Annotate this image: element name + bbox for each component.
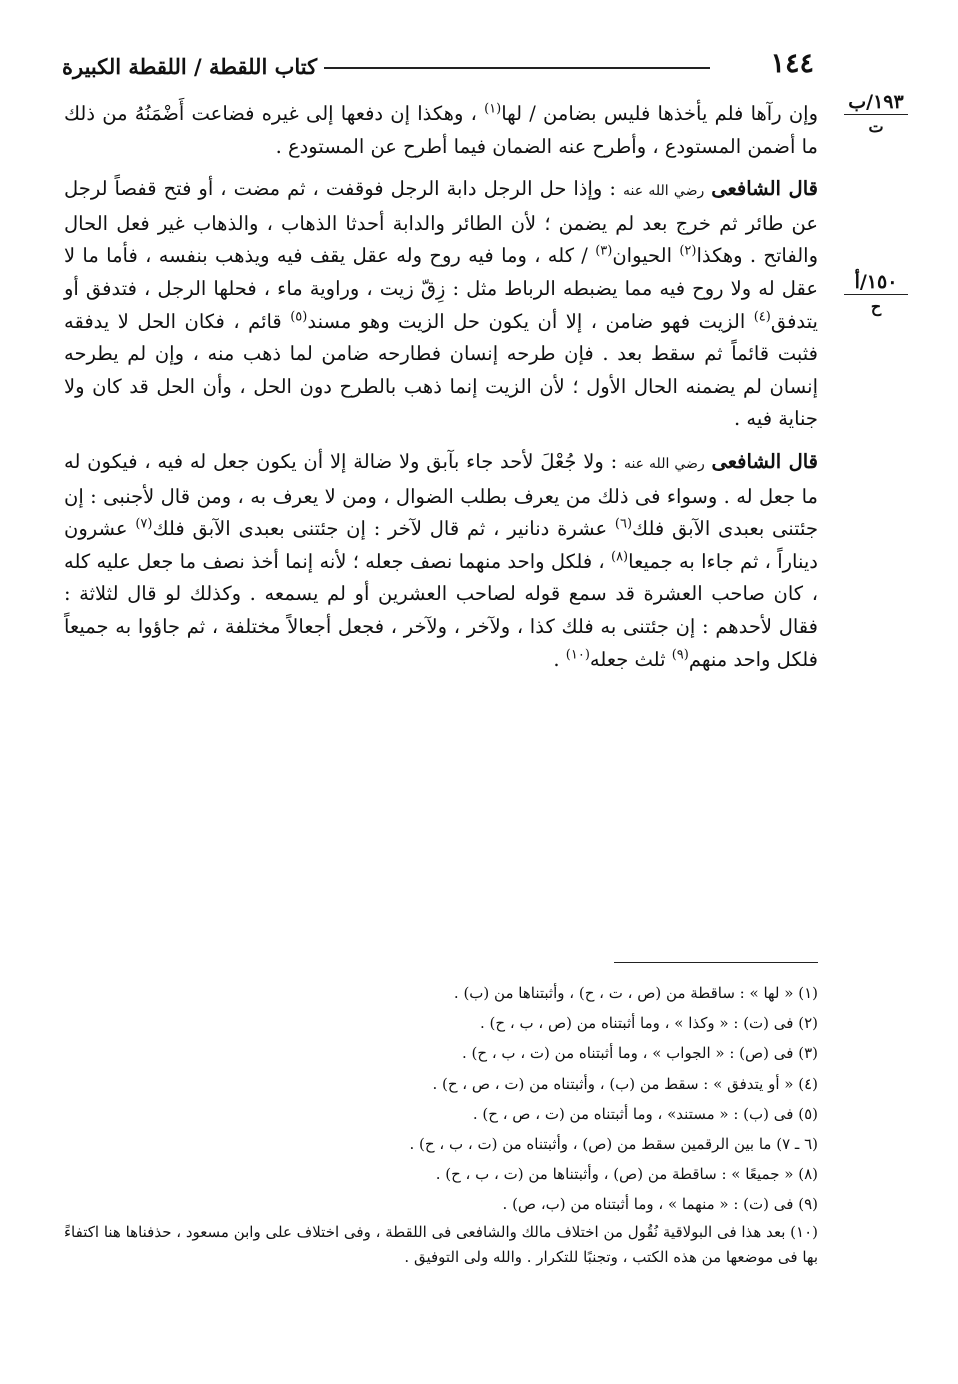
honorific: رضي الله عنه: [623, 455, 705, 472]
footnote-reference: (٩): [671, 647, 689, 662]
footnote: (٢) فى (ت) : « وكذا » ، وما أثبتناه من (ص ، ب ، ح) .: [480, 1014, 818, 1033]
text-run: / كله ، وما فيه روح وله عقل يقف فيه ويذهب بنفسه ، فأما ما لا عقل له ولا روح فيه مما يضبطه الرباط مثل : زِقّ زيت ، وراوية ماء ، فحلها الرجل ، فتدفق أو يتدفق: [64, 244, 818, 333]
main-text: [64, 98, 818, 686]
footnote: (٣) فى (ص) : « الجواب » ، وما أثبتناه من (ت ، ب ، ح) .: [461, 1044, 818, 1063]
footnote: (١) « لها » : ساقطة من (ص ، ت ، ح) ، وأثبتناها من (ب) .: [453, 984, 818, 1002]
text-run: قائم ، فكان الحل لا يدفقه فثبت قائماً ثم سقط بعد . فإن طرحه إنسان فطارحه ضامن لما ذهب منه ، وإن لم يطرحه إنسان لم يضمنه الحال الأول ؛ لأن الزيت إنما ذهب بالطرح دون الحل ، وأن الحل قد كان ولا جناية فيه .: [64, 309, 818, 431]
text-run: الحيوان: [612, 244, 680, 268]
honorific: رضي الله عنه: [622, 183, 705, 200]
text-run: : ولا جُعْلَ لأحد جاء بآبق ولا ضالة إلا أن يكون جعل له فيه ، فيكون له ما جعل له . وسواء فى ذلك من يعرف بطلب الضوال ، ومن لا يعرف به ، ومن قال لأجنبى : إن جئتنى بعبدى الآبق فلك: [64, 449, 818, 541]
footnote-reference: (٣): [595, 243, 613, 259]
footnote: (٤) « أو يتدفق » : سقط من (ب) ، وأثبتناه من (ت ، ص ، ح) .: [432, 1074, 818, 1093]
footnote-reference: (٧): [135, 516, 153, 532]
margin-note-2: [844, 272, 908, 317]
text-run: عشرون ديناراً ، ثم جاءا به جميعا: [64, 517, 818, 573]
footnote: (٨) « جميعًا » : ساقطة من (ص) ، وأثبتناها من (ت ، ب ، ح) .: [435, 1165, 818, 1184]
margin-note-ref: ١٩٣/ب: [844, 92, 908, 115]
margin-note-1: [844, 92, 908, 137]
footnote-reference: (٢): [679, 243, 697, 259]
text-run: ثلث جعله: [589, 647, 672, 671]
footnotes: [64, 978, 818, 1270]
text-run: الزيت فهو ضامن ، إلا أن يكون حل الزيت وهو مسند: [307, 309, 754, 333]
running-header: [62, 48, 822, 88]
text-run: .: [553, 647, 566, 671]
footnote: (٦ ـ ٧) ما بين الرقمين سقط من (ص) ، وأثبتناه من (ت ، ب ، ح) .: [409, 1135, 818, 1154]
text-run: ، وهكذا إن دفعها إلى غيره فضاعت أَضْمَنُهُ من ذلك ما أضمن المستودع ، وأطرح عنه الضمان فيما أطرح عن المستودع .: [64, 102, 818, 158]
footnote: (١٠) بعد هذا فى البولاقية نُقُول من اختلاف مالك والشافعى فى اللقطة ، وفى اختلاف على وابن مسعود ، حذفناها هنا اكتفاءً بها فى موضعها من هذه الكتب ، وتجنبًا للتكرار . والله ولى التوفيق .: [64, 1222, 818, 1266]
footnote-reference: (١): [484, 101, 502, 117]
speaker-label: قال الشافعى: [711, 177, 818, 201]
text-run: وإن رآها فلم يأخذها فليس بضامن / لها: [501, 102, 818, 125]
paragraph: [64, 173, 818, 436]
footnote-separator: [614, 962, 818, 963]
text-run: ، فلكل واحد منهما نصف جعله ؛ لأنه إنما أخذ نصف ما جعل عليه كله ، كان صاحب العشرة قد سمع قوله لصاحب العشرين أو لم يسمعه . وكذلك لو قال لثلاثة : فقال لأحدهم : إن جئتنى به فلك كذا ، ولآخر ، ولآخر ، فجعل أجعالاً مختلفة ، ثم جاؤوا به جميعاً فلكل واحد منهم: [64, 549, 818, 671]
text-run: عشرة دنانير ، ثم قال لآخر : إن جئتنى بعبدى الآبق فلك: [152, 517, 615, 541]
footnote-reference: (٦): [614, 516, 633, 532]
text-run: : وإذا حل الرجل دابة الرجل فوقفت ، ثم مضت ، أو فتح قفصاً لرجل عن طائر ثم خرج بعد لم يضمن ؛ لأن الطائر والدابة أحدثا الذهاب ، والذهاب غير فعل الحال والفاتح . وهكذا: [64, 177, 819, 268]
footnote-reference: (٤): [753, 309, 771, 325]
footnote-reference: (١٠): [565, 647, 590, 662]
page-number: ١٤٤: [770, 48, 814, 79]
header-title: كتاب اللقطة / اللقطة الكبيرة: [62, 54, 318, 79]
paragraph: [64, 446, 818, 676]
footnote-reference: (٨): [610, 549, 629, 565]
speaker-label: قال الشافعى: [711, 449, 818, 473]
footnote: (٩) فى (ت) : « منهما » ، وما أثبتناه من (ب، ص) .: [502, 1195, 818, 1214]
paragraph: [64, 98, 818, 163]
margin-note-sig: ت: [868, 117, 884, 136]
header-rule: [324, 67, 710, 69]
footnote: (٥) فى (ب) : « مستند» ، وما أثبتناه من (ت ، ص ، ح) .: [472, 1104, 818, 1123]
footnote-reference: (٥): [290, 309, 308, 325]
margin-note-sig: ح: [870, 297, 882, 316]
margin-note-ref: ١٥٠/أ: [844, 272, 908, 295]
